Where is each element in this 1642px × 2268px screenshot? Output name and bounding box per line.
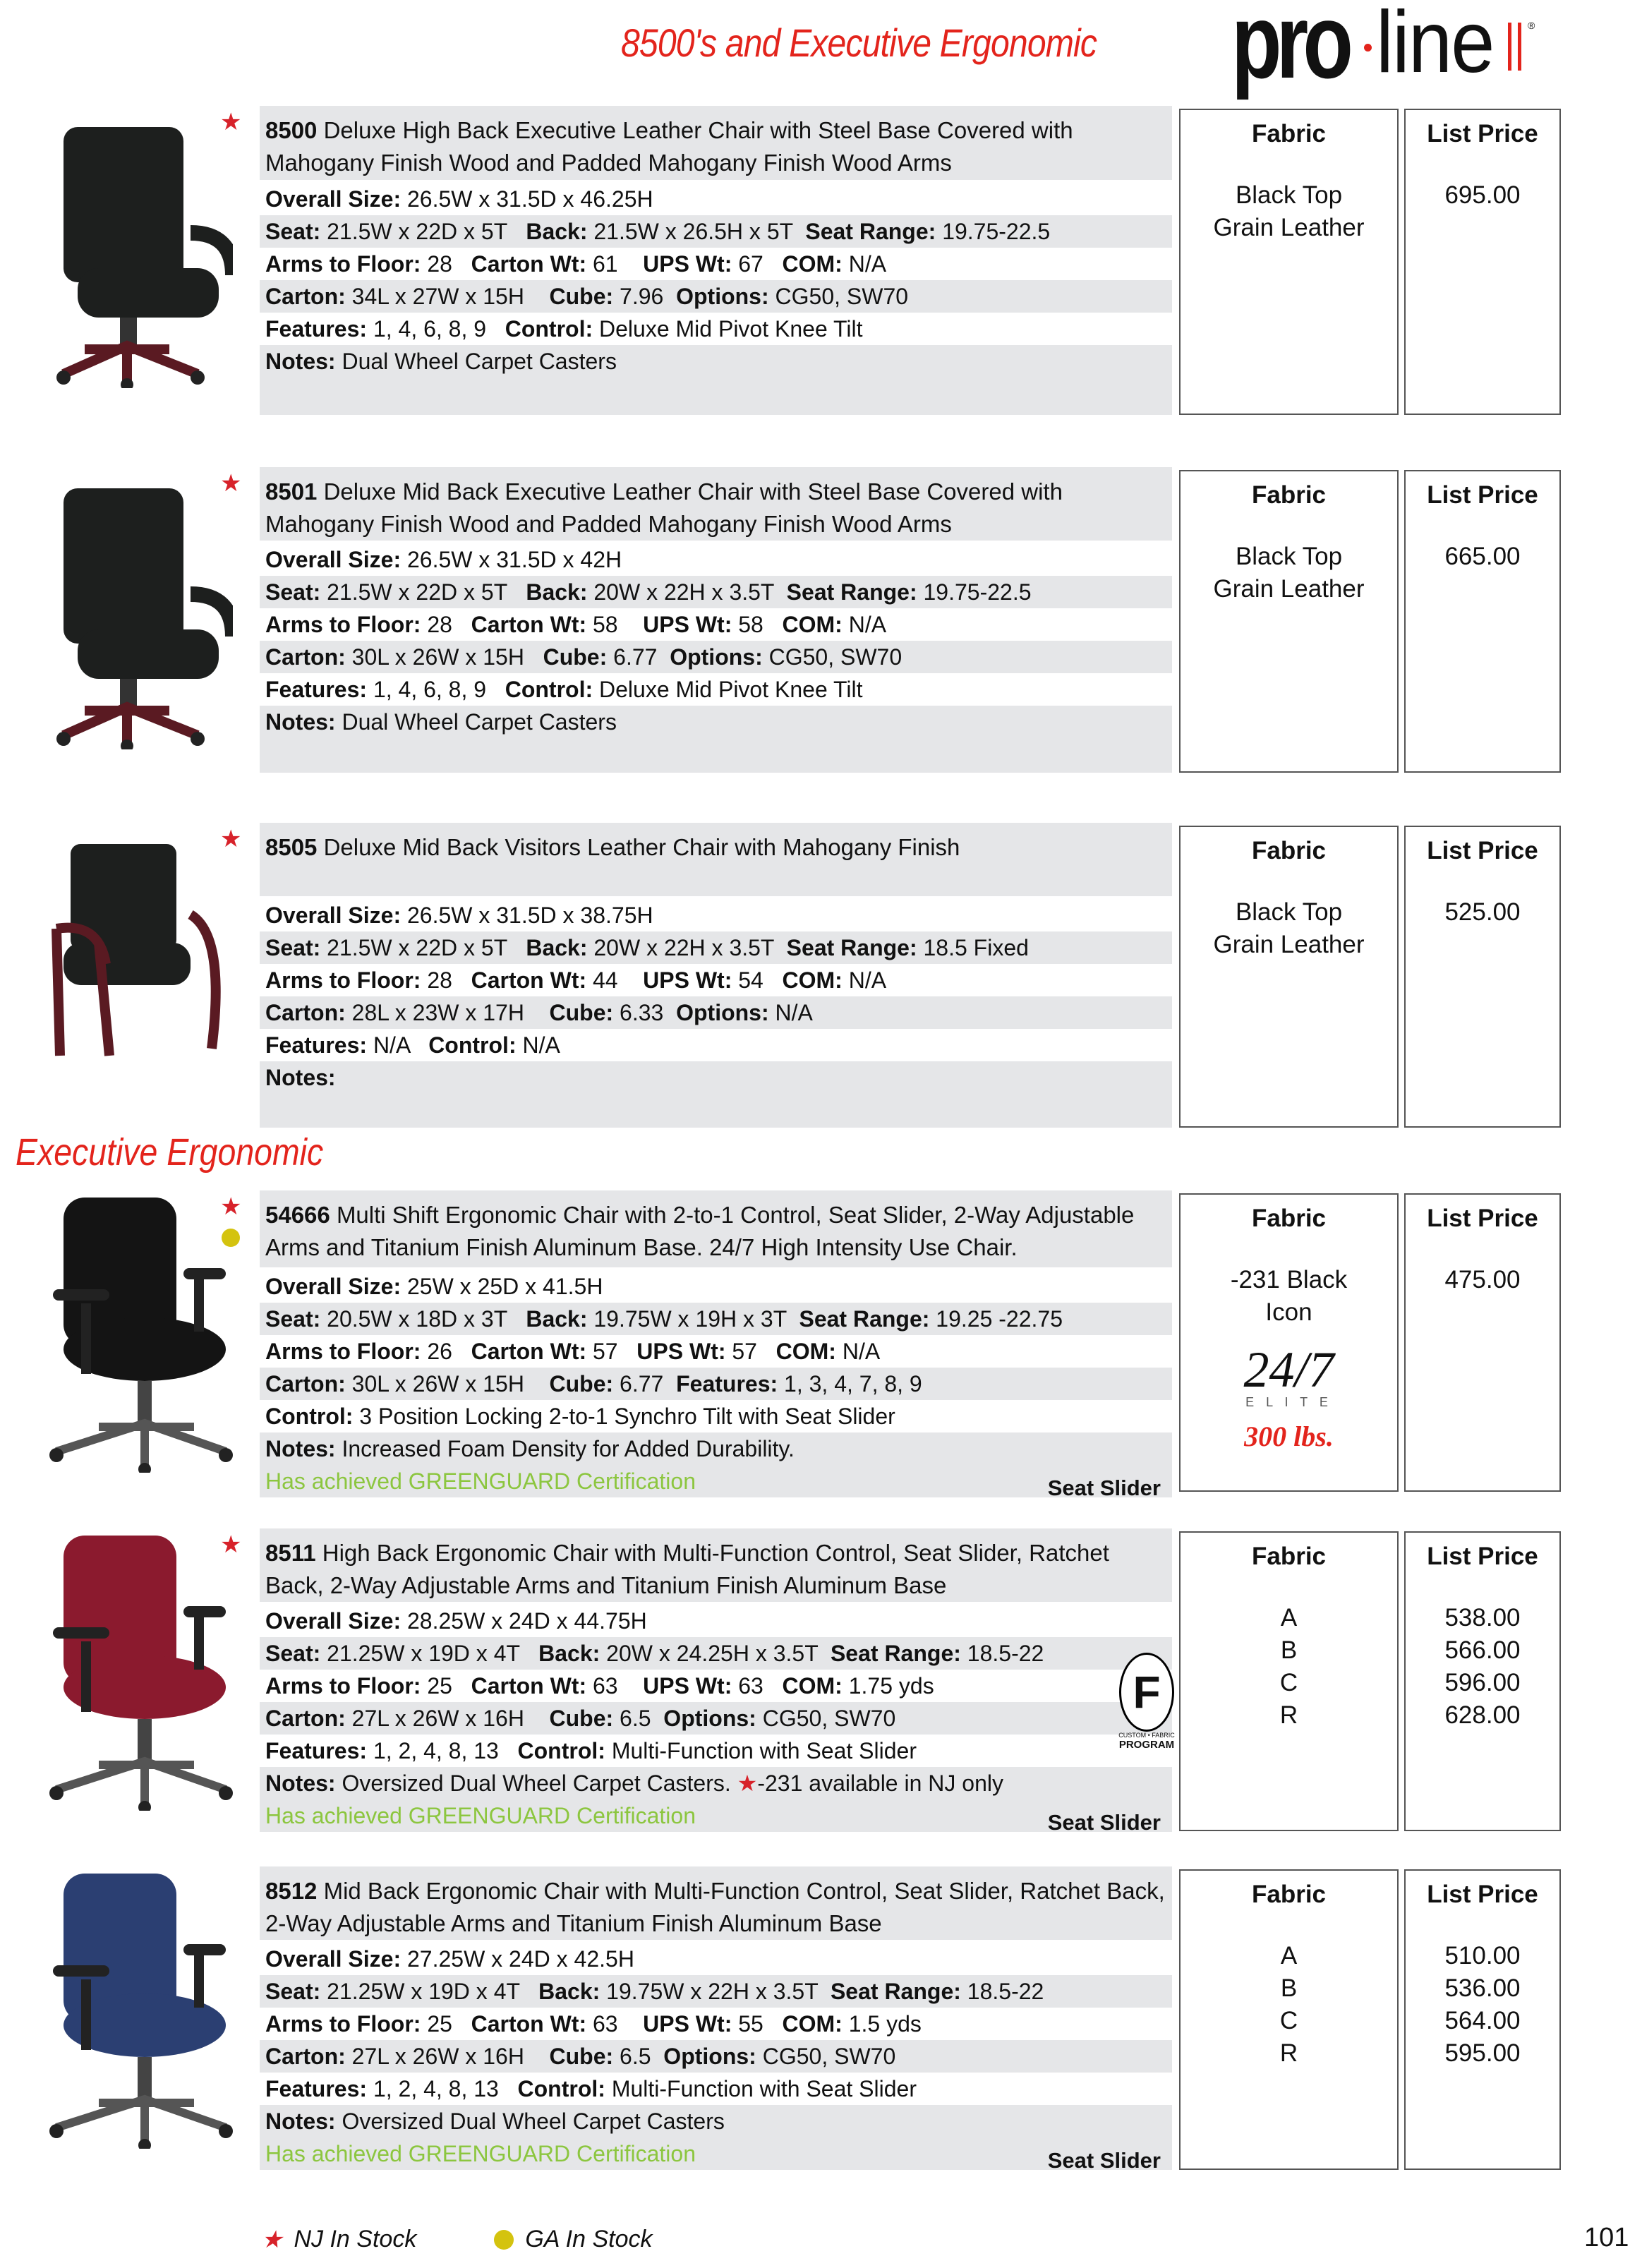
spec-row: Features: 1, 2, 4, 8, 13 Control: Multi-Function with Seat Slider <box>265 2076 917 2101</box>
product-description: Deluxe Mid Back Executive Leather Chair with Steel Base Covered with Mahogany Finish Wood and Padded Mahogany Finish Wood Arms <box>265 478 1063 537</box>
model-number: 8511 <box>265 1540 322 1566</box>
spec-row: Notes: Oversized Dual Wheel Carpet Casters. ★-231 available in NJ only <box>260 1767 1172 1799</box>
list-price-value: 510.00 <box>1444 1942 1521 1970</box>
chair-photo <box>21 823 233 1066</box>
spec-row: Carton: 34L x 27W x 15H Cube: 7.96 Options: CG50, SW70 <box>260 280 1172 313</box>
spec-row: Notes: Increased Foam Density for Added Durability. <box>260 1432 1172 1465</box>
weight-capacity: 300 lbs. <box>1244 1420 1334 1452</box>
nj-star-icon: ★ <box>220 470 242 497</box>
fabric-option: Icon <box>1265 1298 1312 1326</box>
fabric-option: Grain Leather <box>1213 575 1365 603</box>
chair-photo <box>21 1190 233 1476</box>
fabric-header: Fabric <box>1251 481 1327 509</box>
stock-badges <box>220 1533 241 1557</box>
greenguard-certification: Has achieved GREENGUARD Certification <box>265 1468 696 1494</box>
fabric-option: R <box>1279 2039 1298 2067</box>
spec-row: Seat: 21.25W x 19D x 4T Back: 20W x 24.25H x 3.5T Seat Range: 18.5-22 <box>260 1637 1172 1670</box>
fabric-header: Fabric <box>1251 1543 1327 1570</box>
model-number: 8512 <box>265 1878 324 1904</box>
fabric-option: Grain Leather <box>1213 214 1365 241</box>
nj-star-icon: ★ <box>220 109 242 135</box>
list-price-header: List Price <box>1427 481 1538 509</box>
fabric-option: -231 Black <box>1230 1266 1348 1293</box>
spec-row: Overall Size: 26.5W x 31.5D x 42H <box>265 547 622 572</box>
fabric-header: Fabric <box>1251 837 1327 864</box>
proline-logo <box>1231 0 1535 100</box>
spec-row: Overall Size: 26.5W x 31.5D x 46.25H <box>265 186 653 212</box>
list-price-box <box>1404 826 1561 1128</box>
stock-badges <box>220 471 241 495</box>
model-number: 8501 <box>265 478 324 505</box>
list-price-header: List Price <box>1427 1543 1538 1570</box>
seat-slider-label: Seat Slider <box>1047 2148 1161 2173</box>
spec-row: Seat: 21.5W x 22D x 5T Back: 20W x 22H x 3.5T Seat Range: 18.5 Fixed <box>260 931 1172 964</box>
list-price-header: List Price <box>1427 837 1538 864</box>
nj-star-icon: ★ <box>220 1531 242 1558</box>
legend-nj-in-stock: NJ In Stock <box>294 2226 417 2252</box>
product-description: Deluxe Mid Back Visitors Leather Chair with Mahogany Finish <box>323 834 960 860</box>
list-price-value: 475.00 <box>1444 1266 1521 1293</box>
list-price-value: 538.00 <box>1444 1604 1521 1631</box>
list-price-box <box>1404 1193 1561 1492</box>
product-title <box>260 823 1172 896</box>
fabric-option: Black Top <box>1235 181 1343 209</box>
notes-extra <box>260 1465 1172 1500</box>
fabric-box <box>1179 1531 1399 1831</box>
fabric-box <box>1179 1869 1399 2170</box>
list-price-value: 695.00 <box>1444 181 1521 209</box>
list-price-value: 595.00 <box>1444 2039 1521 2067</box>
chair-photo <box>21 1528 233 1814</box>
spec-row: Control: 3 Position Locking 2-to-1 Synchro Tilt with Seat Slider <box>265 1404 895 1429</box>
ga-dot-icon <box>222 1229 240 1247</box>
registered-mark: ® <box>1528 20 1535 31</box>
logo-pro: pro <box>1231 0 1348 100</box>
fabric-option: A <box>1280 1942 1298 1970</box>
dot-icon <box>494 2230 514 2250</box>
model-number: 54666 <box>265 1202 337 1228</box>
list-price-header: List Price <box>1427 1205 1538 1232</box>
model-number: 8500 <box>265 117 324 143</box>
stock-badges <box>220 1195 241 1247</box>
notes-extra <box>260 378 1172 415</box>
spec-row: Arms to Floor: 28 Carton Wt: 44 UPS Wt: 54 COM: N/A <box>265 967 887 993</box>
custom-fabric-program-logo: F CUSTOM • FABRIC PROGRAM <box>1118 1653 1175 1751</box>
list-price-header: List Price <box>1427 1881 1538 1908</box>
logo-two-icon <box>1508 23 1523 71</box>
list-price-value: 665.00 <box>1444 543 1521 570</box>
model-number: 8505 <box>265 834 324 860</box>
spec-row: Overall Size: 25W x 25D x 41.5H <box>265 1274 603 1299</box>
spec-row: Carton: 27L x 26W x 16H Cube: 6.5 Options: CG50, SW70 <box>260 1702 1172 1735</box>
star-icon: ★ <box>261 2226 283 2253</box>
fabric-box <box>1179 109 1399 415</box>
list-price-box <box>1404 1869 1561 2170</box>
product-title <box>260 1190 1172 1267</box>
spec-row: Seat: 21.25W x 19D x 4T Back: 19.75W x 22H x 3.5T Seat Range: 18.5-22 <box>260 1975 1172 2008</box>
spec-row: Notes: Oversized Dual Wheel Carpet Casters <box>260 2105 1172 2137</box>
chair-photo <box>21 106 233 392</box>
page-number: 101 <box>1584 2223 1629 2252</box>
nj-star-icon: ★ <box>220 826 242 852</box>
fabric-header: Fabric <box>1251 1881 1327 1908</box>
product-details <box>260 1190 1172 1500</box>
spec-row: Features: 1, 4, 6, 8, 9 Control: Deluxe Mid Pivot Knee Tilt <box>265 316 863 342</box>
spec-row: Notes: <box>260 1061 1172 1094</box>
spec-row: Overall Size: 28.25W x 24D x 44.75H <box>265 1608 647 1634</box>
product-title <box>260 1866 1172 1940</box>
list-price-header: List Price <box>1427 120 1538 147</box>
product-title <box>260 467 1172 541</box>
list-price-value: 596.00 <box>1444 1669 1521 1696</box>
fabric-option: B <box>1280 1974 1298 2002</box>
spec-row: Arms to Floor: 28 Carton Wt: 61 UPS Wt: 67 COM: N/A <box>265 251 887 277</box>
stock-badges <box>220 110 241 134</box>
notes-extra <box>260 738 1172 773</box>
fabric-option: C <box>1279 1669 1298 1696</box>
list-price-value: 525.00 <box>1444 898 1521 926</box>
spec-row: Notes: Dual Wheel Carpet Casters <box>260 345 1172 378</box>
spec-row: Overall Size: 27.25W x 24D x 42.5H <box>265 1946 634 1972</box>
spec-row: Notes: Dual Wheel Carpet Casters <box>260 706 1172 738</box>
fabric-option: B <box>1280 1636 1298 1664</box>
spec-row: Arms to Floor: 25 Carton Wt: 63 UPS Wt: 63 COM: 1.75 yds <box>265 1673 934 1699</box>
notes-extra <box>260 2137 1172 2173</box>
chair-photo <box>21 1866 233 2152</box>
elite-247-logo: 24/7 <box>1243 1341 1334 1398</box>
chair-photo <box>21 467 233 753</box>
spec-row: Seat: 20.5W x 18D x 3T Back: 19.75W x 19H x 3T Seat Range: 19.25 -22.75 <box>260 1303 1172 1335</box>
product-description: Mid Back Ergonomic Chair with Multi-Function Control, Seat Slider, Ratchet Back, 2-Way Adjustable Arms and Titanium Finish Aluminum Base <box>265 1878 1165 1936</box>
spec-row: Carton: 27L x 26W x 16H Cube: 6.5 Options: CG50, SW70 <box>260 2040 1172 2073</box>
spec-row: Carton: 30L x 26W x 15H Cube: 6.77 Features: 1, 3, 4, 7, 8, 9 <box>260 1368 1172 1400</box>
spec-row: Seat: 21.5W x 22D x 5T Back: 21.5W x 26.5H x 5T Seat Range: 19.75-22.5 <box>260 215 1172 248</box>
spec-row: Arms to Floor: 28 Carton Wt: 58 UPS Wt: 58 COM: N/A <box>265 612 887 637</box>
product-details <box>260 106 1172 415</box>
fabric-option: Black Top <box>1235 898 1343 926</box>
elite-word: E L I T E <box>1245 1395 1332 1409</box>
spec-row: Seat: 21.5W x 22D x 5T Back: 20W x 22H x 3.5T Seat Range: 19.75-22.5 <box>260 576 1172 608</box>
spec-row: Features: 1, 2, 4, 8, 13 Control: Multi-Function with Seat Slider <box>265 1738 917 1763</box>
section-title-executive-ergonomic: Executive Ergonomic <box>16 1131 324 1174</box>
list-price-box <box>1404 109 1561 415</box>
product-details <box>260 467 1172 773</box>
logo-line: line <box>1376 0 1494 91</box>
product-title <box>260 1528 1172 1602</box>
notes-extra <box>260 1799 1172 1835</box>
nj-star-icon: ★ <box>220 1193 242 1220</box>
fabric-header: Fabric <box>1251 120 1327 147</box>
fabric-box <box>1179 826 1399 1128</box>
product-details <box>260 823 1172 1128</box>
product-details <box>260 1528 1172 1835</box>
fabric-option: A <box>1280 1604 1298 1631</box>
fabric-box <box>1179 1193 1399 1492</box>
spec-row: Carton: 28L x 23W x 17H Cube: 6.33 Options: N/A <box>260 996 1172 1029</box>
product-description: High Back Ergonomic Chair with Multi-Function Control, Seat Slider, Ratchet Back, 2-Way Adjustable Arms and Titanium Finish Aluminum Base <box>265 1540 1109 1598</box>
greenguard-certification: Has achieved GREENGUARD Certification <box>265 1803 696 1828</box>
product-title <box>260 106 1172 180</box>
fabric-box <box>1179 470 1399 773</box>
spec-row: Carton: 30L x 26W x 15H Cube: 6.77 Options: CG50, SW70 <box>260 641 1172 673</box>
product-details <box>260 1866 1172 2173</box>
list-price-value: 564.00 <box>1444 2007 1521 2034</box>
fabric-option: Black Top <box>1235 543 1343 570</box>
fabric-header: Fabric <box>1251 1205 1327 1232</box>
spec-row: Features: 1, 4, 6, 8, 9 Control: Deluxe Mid Pivot Knee Tilt <box>265 677 863 702</box>
stock-legend <box>261 2226 652 2253</box>
fabric-option: Grain Leather <box>1213 931 1365 958</box>
seat-slider-label: Seat Slider <box>1047 1810 1161 1835</box>
list-price-box <box>1404 1531 1561 1831</box>
legend-ga-in-stock: GA In Stock <box>525 2226 653 2252</box>
spec-row: Features: N/A Control: N/A <box>265 1032 560 1058</box>
fabric-option: R <box>1279 1701 1298 1729</box>
notes-extra <box>260 1094 1172 1128</box>
list-price-value: 536.00 <box>1444 1974 1521 2002</box>
spec-row: Arms to Floor: 26 Carton Wt: 57 UPS Wt: 57 COM: N/A <box>265 1339 881 1364</box>
list-price-box <box>1404 470 1561 773</box>
logo-dot-icon <box>1364 44 1372 52</box>
greenguard-certification: Has achieved GREENGUARD Certification <box>265 2141 696 2166</box>
product-description: Multi Shift Ergonomic Chair with 2-to-1 Control, Seat Slider, 2-Way Adjustable Arms and Titanium Finish Aluminum Base. 24/7 High Intensity Use Chair. <box>265 1202 1135 1260</box>
fabric-option: C <box>1279 2007 1298 2034</box>
spec-row: Arms to Floor: 25 Carton Wt: 63 UPS Wt: 55 COM: 1.5 yds <box>265 2011 922 2037</box>
page-title: 8500's and Executive Ergonomic <box>621 20 1097 65</box>
list-price-value: 566.00 <box>1444 1636 1521 1664</box>
product-description: Deluxe High Back Executive Leather Chair with Steel Base Covered with Mahogany Finish Wood and Padded Mahogany Finish Wood Arms <box>265 117 1073 176</box>
list-price-value: 628.00 <box>1444 1701 1521 1729</box>
stock-badges <box>220 827 241 851</box>
spec-row: Overall Size: 26.5W x 31.5D x 38.75H <box>265 903 653 928</box>
seat-slider-label: Seat Slider <box>1047 1476 1161 1500</box>
